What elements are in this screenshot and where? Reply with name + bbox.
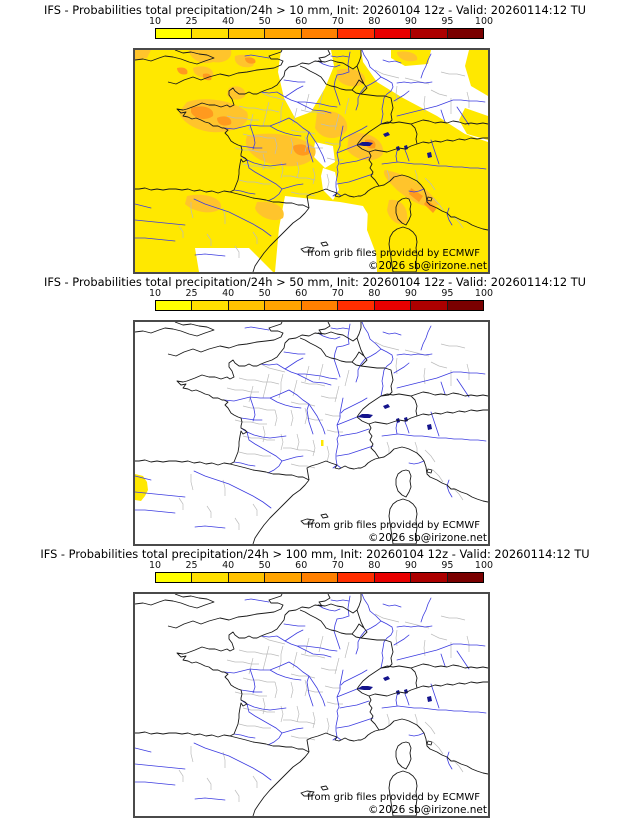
data-provider-credit: from grib files provided by ECMWF xyxy=(307,792,480,803)
probability-colorbar xyxy=(148,16,494,40)
colorbar-segment xyxy=(375,301,411,310)
colorbar-segment xyxy=(302,573,338,582)
map-svg xyxy=(135,594,488,816)
colorbar-scale xyxy=(155,28,484,39)
copyright-text: ©2026 sb@irizone.net xyxy=(368,532,487,544)
colorbar-segment xyxy=(192,301,228,310)
panel-precip-50mm xyxy=(0,275,630,547)
probability-colorbar xyxy=(148,288,494,312)
colorbar-tick-row xyxy=(148,288,494,300)
copyright-text: ©2026 sb@irizone.net xyxy=(368,260,487,272)
copyright-text: ©2026 sb@irizone.net xyxy=(368,804,487,816)
map-france-50mm xyxy=(133,320,490,546)
colorbar-tick-label: 80 xyxy=(368,560,381,571)
map-svg xyxy=(135,50,488,272)
colorbar-segment xyxy=(302,301,338,310)
colorbar-tick-label: 70 xyxy=(331,288,344,299)
colorbar-segment xyxy=(192,29,228,38)
panel-precip-10mm xyxy=(0,3,630,275)
colorbar-tick-label: 25 xyxy=(185,288,198,299)
colorbar-tick-label: 95 xyxy=(441,16,454,27)
colorbar-tick-label: 60 xyxy=(295,560,308,571)
colorbar-tick-label: 100 xyxy=(474,288,494,299)
colorbar-tick-label: 60 xyxy=(295,16,308,27)
colorbar-tick-label: 70 xyxy=(331,560,344,571)
colorbar-segment xyxy=(448,29,483,38)
colorbar-segment xyxy=(265,301,301,310)
colorbar-tick-label: 40 xyxy=(222,16,235,27)
colorbar-tick-label: 50 xyxy=(258,560,271,571)
colorbar-segment xyxy=(411,301,447,310)
colorbar-segment xyxy=(411,573,447,582)
colorbar-segment xyxy=(156,301,192,310)
colorbar-tick-label: 80 xyxy=(368,16,381,27)
colorbar-tick-row xyxy=(148,560,494,572)
map-svg xyxy=(135,322,488,544)
colorbar-segment xyxy=(265,573,301,582)
colorbar-segment xyxy=(265,29,301,38)
panel-title: IFS - Probabilities total precipitation/24h > 100 mm, Init: 20260104 12z - Valid: 20260114:12 TU xyxy=(40,547,590,561)
colorbar-tick-label: 100 xyxy=(474,560,494,571)
colorbar-tick-label: 60 xyxy=(295,288,308,299)
panel-title: IFS - Probabilities total precipitation/24h > 10 mm, Init: 20260104 12z - Valid: 20260114:12 TU xyxy=(43,3,587,17)
colorbar-segment xyxy=(411,29,447,38)
colorbar-tick-label: 95 xyxy=(441,288,454,299)
map-france-100mm xyxy=(133,592,490,818)
colorbar-tick-label: 40 xyxy=(222,560,235,571)
colorbar-scale xyxy=(155,572,484,583)
colorbar-tick-label: 90 xyxy=(404,560,417,571)
colorbar-tick-label: 70 xyxy=(331,16,344,27)
colorbar-tick-row xyxy=(148,16,494,28)
colorbar-segment xyxy=(375,29,411,38)
colorbar-segment xyxy=(156,29,192,38)
colorbar-segment xyxy=(229,573,265,582)
colorbar-segment xyxy=(192,573,228,582)
colorbar-segment xyxy=(156,573,192,582)
panel-title: IFS - Probabilities total precipitation/24h > 50 mm, Init: 20260104 12z - Valid: 20260114:12 TU xyxy=(43,275,587,289)
colorbar-tick-label: 25 xyxy=(185,16,198,27)
panel-precip-100mm xyxy=(0,547,630,819)
colorbar-segment xyxy=(338,29,374,38)
colorbar-segment xyxy=(448,301,483,310)
colorbar-tick-label: 80 xyxy=(368,288,381,299)
data-provider-credit: from grib files provided by ECMWF xyxy=(307,520,480,531)
colorbar-tick-label: 10 xyxy=(148,560,162,571)
colorbar-segment xyxy=(229,301,265,310)
colorbar-segment xyxy=(229,29,265,38)
map-france-10mm xyxy=(133,48,490,274)
colorbar-tick-label: 50 xyxy=(258,288,271,299)
colorbar-segment xyxy=(338,573,374,582)
colorbar-tick-label: 10 xyxy=(148,16,162,27)
colorbar-tick-label: 90 xyxy=(404,16,417,27)
colorbar-segment xyxy=(448,573,483,582)
colorbar-tick-label: 90 xyxy=(404,288,417,299)
colorbar-tick-label: 100 xyxy=(474,16,494,27)
colorbar-segment xyxy=(375,573,411,582)
colorbar-tick-label: 25 xyxy=(185,560,198,571)
colorbar-tick-label: 40 xyxy=(222,288,235,299)
data-provider-credit: from grib files provided by ECMWF xyxy=(307,248,480,259)
colorbar-segment xyxy=(338,301,374,310)
probability-colorbar xyxy=(148,560,494,584)
colorbar-tick-label: 50 xyxy=(258,16,271,27)
colorbar-segment xyxy=(302,29,338,38)
colorbar-tick-label: 95 xyxy=(441,560,454,571)
colorbar-scale xyxy=(155,300,484,311)
colorbar-tick-label: 10 xyxy=(148,288,162,299)
